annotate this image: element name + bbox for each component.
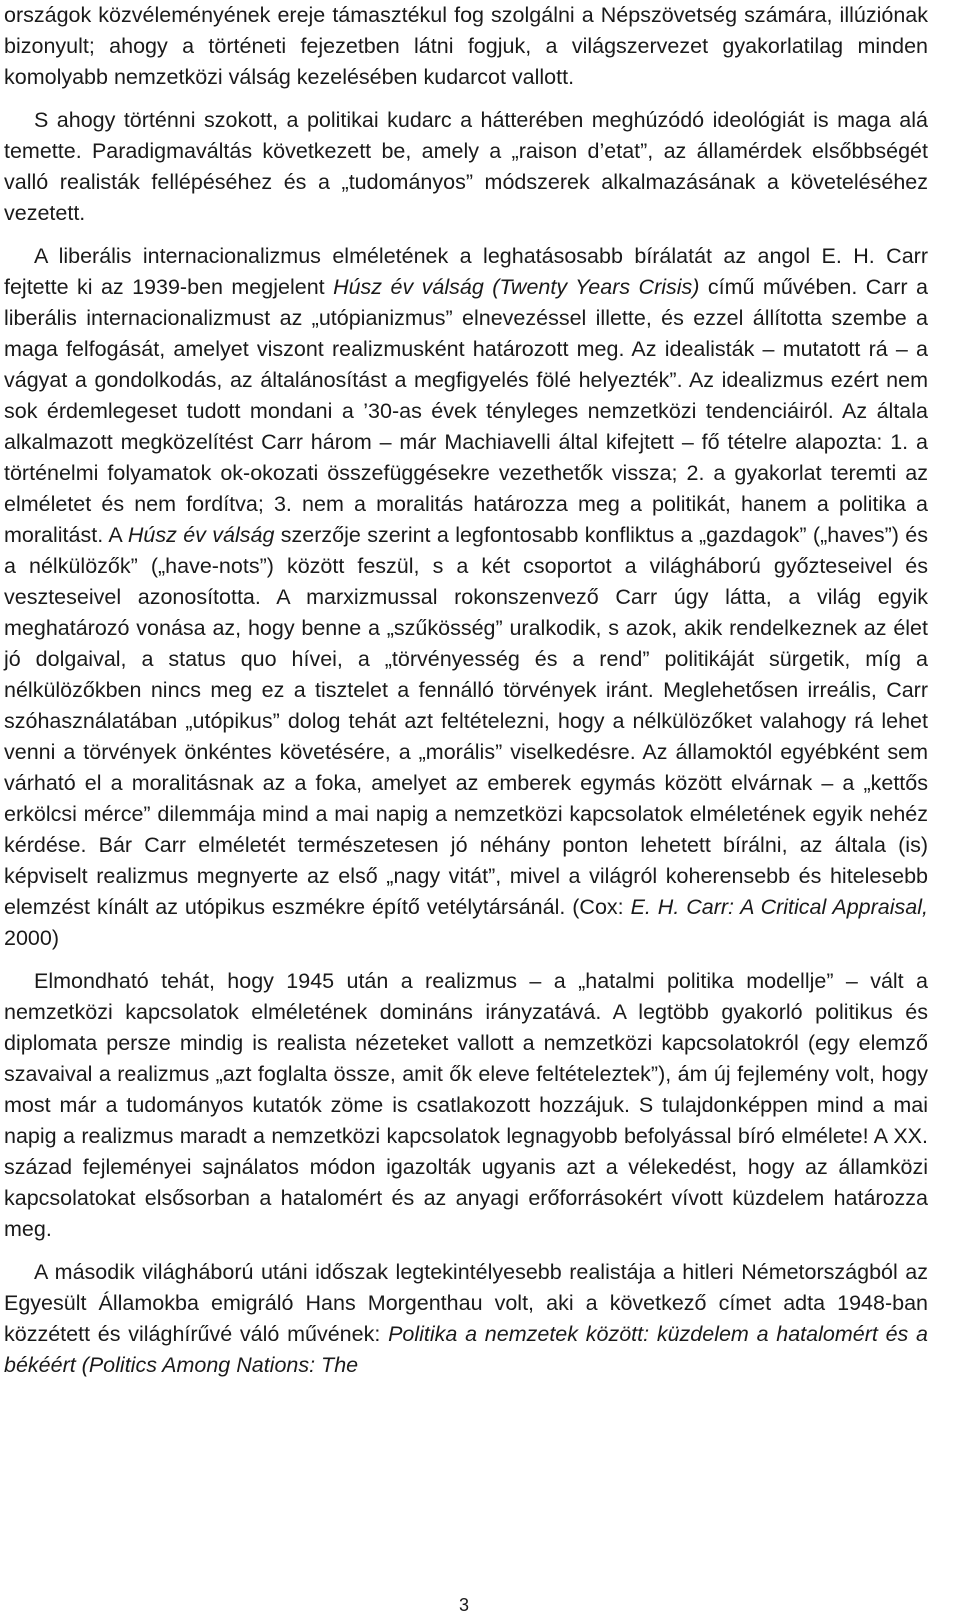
body-text [4, 0, 928, 1381]
paragraph-3 [4, 241, 928, 954]
paragraph-text: szerzője szerint a legfontosabb konfliktus a „gazdagok” („haves”) és a nélkülözők” („have-nots”) között feszül, s a két csoportot a világháború győzteseivel és veszteseivel azonosította. A marxizmussal rokonszenvező Carr úgy látta, a világ egyik meghatározó vonása az, hogy benne a „szűkösség” uralkodik, s azok, akik rendelkeznek az élet jó dolgaival, a status quo hívei, a „törvényesség és a rend” politikáját sürgetik, míg a nélkülözőkben nincs meg ez a tisztelet a fennálló törvények iránt. Meglehetősen irreális, Carr szóhasználatában „utópikus” dolog tehát azt feltételezni, hogy a nélkülözőket valahogy rá lehet venni a törvények önkéntes követésére, a „morális” viselkedésre. Az államoktól egyébként sem várható el a moralitásnak az a foka, amelyet az emberek egymás között elvárnak – a „kettős erkölcsi mérce” dilemmája mind a mai napig a nemzetközi kapcsolatok elméletének egyik nehéz kérdése. Bár Carr elméletét természetesen jó néhány ponton lehetett bírálni, az általa (is) képviselt realizmus megnyerte az első „nagy vitát”, mivel a világról koherensebb és hitelesebb elemzést kínált az utópikus eszmékre építő vetélytársánál. (Cox: [4, 523, 928, 919]
paragraph-text: A liberális internacionalizmus elméletének a leghatásosabb bírálatát az angol E. H. Carr fejtette ki az 1939-ben megjelent [4, 244, 928, 299]
paragraph-4 [4, 966, 928, 1245]
italic-title-text: Politika a nemzetek között: küzdelem a hatalomért és a békéért (Politics Among Nations: The [4, 1322, 928, 1377]
paragraph-2 [4, 105, 928, 229]
paragraph-text: 2000) [4, 926, 59, 950]
paragraph-5 [4, 1257, 928, 1381]
paragraph-text: A második világháború utáni időszak legtekintélyesebb realistája a hitleri Németországból az Egyesült Államokba emigráló Hans Morgenthau volt, aki a következő címet adta 1948-ban közzétett és világhírűvé váló művének: [4, 1260, 928, 1346]
page-number: 3 [458, 1595, 469, 1615]
italic-title-text: Húsz év válság (Twenty Years Crisis) [333, 275, 700, 299]
paragraph-text: országok közvéleményének ereje támasztékul fog szolgálni a Népszövetség számára, illúziónak bizonyult; ahogy a történeti fejezetben látni fogjuk, a világszervezet gyakorlatilag minden komolyabb nemzetközi válság kezelésében kudarcot vallott. [4, 3, 928, 89]
paragraph-text: Elmondható tehát, hogy 1945 után a realizmus – a „hatalmi politika modellje” – vált a nemzetközi kapcsolatok elméletének domináns irányzatává. A legtöbb gyakorló politikus és diplomata persze mindig is realista nézeteket vallott a nemzetközi kapcsolatokról (egy elemző szavaival a realizmus „azt foglalta össze, amit ők eleve feltételeztek”), ám új fejlemény volt, hogy most már a tudományos kutatók zöme is csatlakozott hozzájuk. S tulajdonképpen mind a mai napig a realizmus maradt a nemzetközi kapcsolatok legnagyobb befolyással bíró elmélete! A XX. század fejleményei sajnálatos módon igazolták ugyanis azt a vélekedést, hogy az államközi kapcsolatokat elsősorban a hatalomért és az anyagi erőforrásokért vívott küzdelem határozza meg. [4, 969, 928, 1241]
paragraph-text: S ahogy történni szokott, a politikai kudarc a hátterében meghúzódó ideológiát is maga alá temette. Paradigmaváltás következett be, amely a „raison d’etat”, az államérdek elsőbbségét valló realisták fellépéséhez és a „tudományos” módszerek alkalmazásának a követeléséhez vezetett. [4, 108, 928, 225]
italic-title-text: Húsz év válság [127, 523, 275, 547]
paragraph-text: című művében. Carr a liberális internacionalizmust az „utópianizmus” elnevezéssel illette, és ezzel állította szembe a maga felfogását, amelyet viszont realizmusként határozott meg. Az idealisták – mutatott rá – a vágyat a gondolkodás, az általánosítást a megfigyelés fölé helyezték”. Az idealizmus ezért nem sok érdemlegeset tudott mondani a ’30-as évek tényleges nemzetközi tendenciáiról. Az általa alkalmazott megközelítést Carr három – már Machiavelli által kifejtett – fő tételre alapozta: 1. a történelmi folyamatok ok-okozati összefüggésekre vezethetők vissza; 2. a gyakorlat teremti az elméletet és nem fordítva; 3. nem a moralitás határozza meg a politikát, hanem a politika a moralitást. A [4, 275, 928, 547]
italic-title-text: E. H. Carr: A Critical Appraisal, [630, 895, 928, 919]
paragraph-1 [4, 0, 928, 93]
